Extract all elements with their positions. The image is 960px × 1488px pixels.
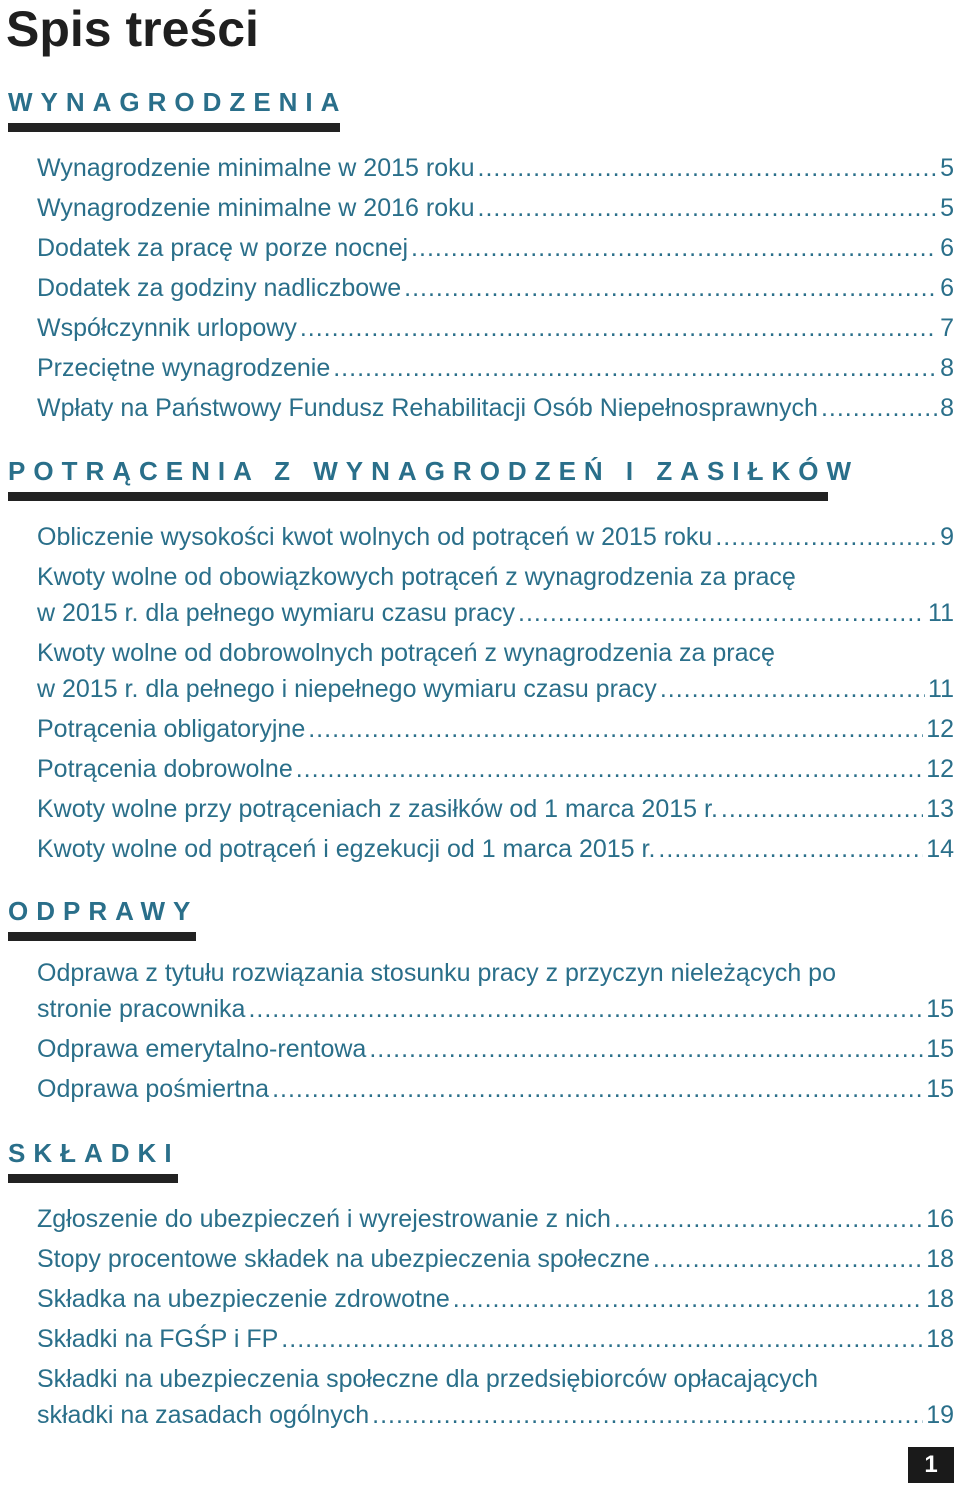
toc-entry-title-line: Kwoty wolne od obowiązkowych potrąceń z wynagrodzenia za pracę — [37, 563, 796, 591]
dot-leader — [478, 150, 938, 186]
toc-page-number: 18 — [926, 1325, 954, 1353]
dot-leader — [653, 1241, 923, 1277]
toc-page-number: 15 — [926, 1035, 954, 1063]
section-rule — [8, 492, 828, 501]
section-heading: WYNAGRODZENIA — [8, 87, 348, 117]
toc-entry-title: Zgłoszenie do ubezpieczeń i wyrejestrowanie z nich — [37, 1205, 611, 1233]
toc-section-odprawy — [0, 895, 960, 1107]
toc-page-number: 15 — [926, 1075, 954, 1103]
dot-leader — [281, 1321, 923, 1357]
toc-entry-title: Dodatek za pracę w porze nocnej — [37, 234, 409, 262]
toc-entry[interactable] — [37, 1361, 954, 1433]
section-heading: ODPRAWY — [8, 896, 199, 926]
toc-entry[interactable] — [37, 711, 954, 747]
toc-entry[interactable] — [37, 350, 954, 386]
toc-entry[interactable] — [37, 519, 954, 555]
toc-entry[interactable] — [37, 270, 954, 306]
toc-entry[interactable] — [37, 190, 954, 226]
dot-leader — [518, 595, 925, 631]
toc-page-number: 14 — [926, 835, 954, 863]
toc-entry[interactable] — [37, 390, 954, 426]
dot-leader — [715, 519, 937, 555]
toc-entry-title: Wynagrodzenie minimalne w 2015 roku — [37, 154, 475, 182]
toc-entry-title: Składki na FGŚP i FP — [37, 1325, 279, 1353]
section-heading-block — [0, 86, 960, 144]
toc-entry[interactable] — [37, 559, 954, 631]
dot-leader — [821, 390, 937, 426]
toc-page-number: 8 — [940, 354, 954, 382]
toc-entry-title-line: Kwoty wolne od dobrowolnych potrąceń z wynagrodzenia za pracę — [37, 639, 775, 667]
dot-leader — [411, 230, 937, 266]
toc-page-number: 5 — [940, 154, 954, 182]
page-title: Spis treści — [6, 1, 259, 57]
section-heading: POTRĄCENIA Z WYNAGRODZEŃ I ZASIŁKÓW — [8, 456, 860, 486]
toc-page-number: 15 — [926, 995, 954, 1023]
toc-page-number: 12 — [926, 715, 954, 743]
dot-leader — [296, 751, 923, 787]
dot-leader — [614, 1201, 923, 1237]
toc-entry[interactable] — [37, 831, 954, 867]
toc-entries — [0, 519, 960, 867]
toc-page-number: 11 — [928, 675, 954, 703]
toc-entry[interactable] — [37, 635, 954, 707]
toc-entry-title-line: Składki na ubezpieczenia społeczne dla przedsiębiorców opłacających — [37, 1365, 819, 1393]
toc-entry-title: Potrącenia dobrowolne — [37, 755, 293, 783]
toc-section-wynagrodzenia — [0, 86, 960, 426]
toc-entry[interactable] — [37, 751, 954, 787]
toc-page-number: 6 — [940, 234, 954, 262]
toc-entry[interactable] — [37, 1201, 954, 1237]
section-rule — [8, 932, 196, 941]
toc-page-number: 18 — [926, 1245, 954, 1273]
toc-entry[interactable] — [37, 1031, 954, 1067]
toc-entry-title: składki na zasadach ogólnych — [37, 1401, 370, 1429]
dot-leader — [721, 791, 923, 827]
dot-leader — [660, 671, 925, 707]
toc-page-number: 18 — [926, 1285, 954, 1313]
dot-leader — [308, 711, 923, 747]
toc-page-number: 8 — [940, 394, 954, 422]
toc-entry-title: Wynagrodzenie minimalne w 2016 roku — [37, 194, 475, 222]
toc-entry[interactable] — [37, 1241, 954, 1277]
toc-entry-title: Kwoty wolne przy potrąceniach z zasiłków od 1 marca 2015 r. — [37, 795, 718, 823]
toc-page-number: 16 — [926, 1205, 954, 1233]
section-heading-block — [0, 455, 960, 513]
toc-entry-title-line: Odprawa z tytułu rozwiązania stosunku pracy z przyczyn nieleżących po — [37, 959, 836, 987]
toc-entry-title: Potrącenia obligatoryjne — [37, 715, 306, 743]
toc-entry[interactable] — [37, 791, 954, 827]
toc-entry-title: Składka na ubezpieczenie zdrowotne — [37, 1285, 450, 1313]
toc-entry-title: Stopy procentowe składek na ubezpieczenia społeczne — [37, 1245, 650, 1273]
dot-leader — [372, 1397, 923, 1433]
dot-leader — [478, 190, 938, 226]
toc-entry-title: Obliczenie wysokości kwot wolnych od potrąceń w 2015 roku — [37, 523, 713, 551]
toc-entry[interactable] — [37, 150, 954, 186]
toc-entries — [0, 1201, 960, 1433]
toc-entry-title: Odprawa pośmiertna — [37, 1075, 270, 1103]
toc-entry[interactable] — [37, 1321, 954, 1357]
toc-page-number: 6 — [940, 274, 954, 302]
toc-entry-title: Odprawa emerytalno-rentowa — [37, 1035, 367, 1063]
toc-entries — [0, 150, 960, 426]
dot-leader — [453, 1281, 923, 1317]
dot-leader — [333, 350, 937, 386]
toc-section-potracenia — [0, 455, 960, 867]
toc-page-number: 9 — [940, 523, 954, 551]
toc-entry-title: Kwoty wolne od potrąceń i egzekucji od 1 marca 2015 r. — [37, 835, 656, 863]
section-heading: SKŁADKI — [8, 1138, 180, 1168]
toc-page-number: 7 — [940, 314, 954, 342]
page-number-badge: 1 — [908, 1447, 954, 1483]
section-heading-block — [0, 895, 960, 953]
toc-entry[interactable] — [37, 310, 954, 346]
toc-entry[interactable] — [37, 230, 954, 266]
dot-leader — [658, 831, 923, 867]
toc-entry-title: w 2015 r. dla pełnego wymiaru czasu pracy — [37, 599, 516, 627]
toc-entry-title: stronie pracownika — [37, 995, 246, 1023]
toc-entry-title: Współczynnik urlopowy — [37, 314, 297, 342]
toc-entry[interactable] — [37, 1281, 954, 1317]
toc-page-number: 13 — [926, 795, 954, 823]
toc-page-number: 11 — [928, 599, 954, 627]
toc-page-number: 19 — [926, 1401, 954, 1429]
section-rule — [8, 1174, 178, 1183]
dot-leader — [248, 991, 923, 1027]
toc-entry[interactable] — [37, 1071, 954, 1107]
dot-leader — [369, 1031, 923, 1067]
dot-leader — [272, 1071, 923, 1107]
section-rule — [8, 123, 340, 132]
toc-entry-title: Wpłaty na Państwowy Fundusz Rehabilitacji Osób Niepełnosprawnych — [37, 394, 818, 422]
toc-entry-title: w 2015 r. dla pełnego i niepełnego wymiaru czasu pracy — [37, 675, 657, 703]
toc-entry[interactable] — [37, 955, 954, 1027]
toc-page-number: 5 — [940, 194, 954, 222]
dot-leader — [404, 270, 937, 306]
toc-entry-title: Przeciętne wynagrodzenie — [37, 354, 331, 382]
section-heading-block — [0, 1137, 960, 1195]
toc-entry-title: Dodatek za godziny nadliczbowe — [37, 274, 402, 302]
dot-leader — [300, 310, 937, 346]
toc-entries — [0, 955, 960, 1107]
toc-page-number: 12 — [926, 755, 954, 783]
toc-section-skladki — [0, 1137, 960, 1433]
